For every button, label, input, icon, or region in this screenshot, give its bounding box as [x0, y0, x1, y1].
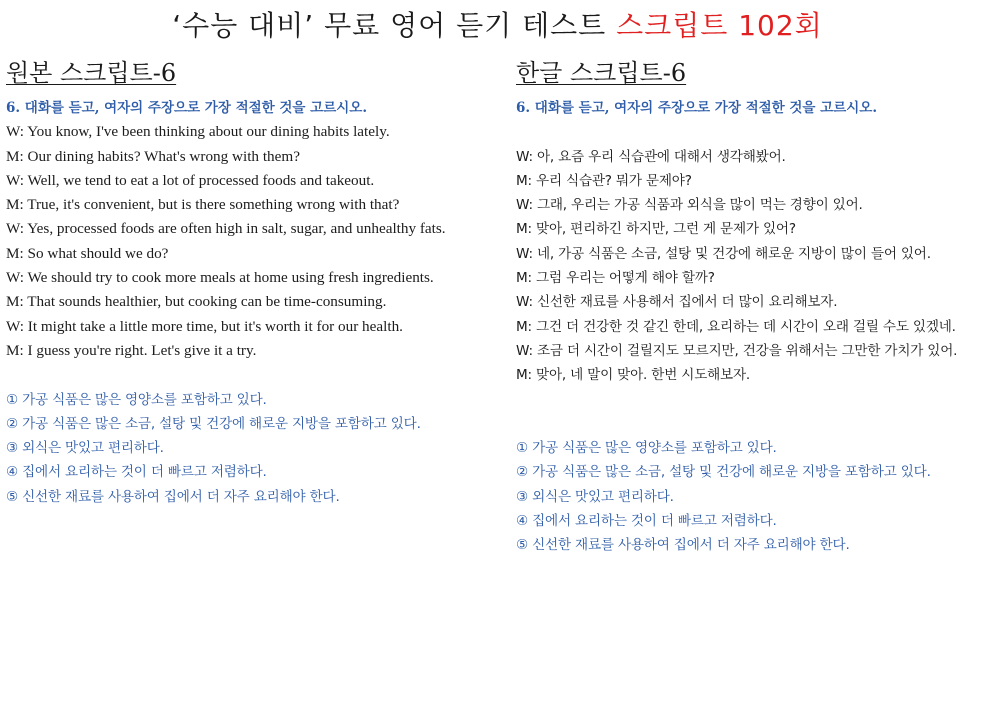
- title-accent: 스크립트 102회: [616, 9, 823, 42]
- answer-option: ④ 집에서 요리하는 것이 더 빠르고 저렴하다.: [6, 464, 267, 481]
- dialogue-line: M: 그럼 우리는 어떻게 해야 할까?: [516, 270, 715, 287]
- page-title: [0, 6, 995, 46]
- answer-option: ② 가공 식품은 많은 소금, 설탕 및 건강에 해로운 지방을 포함하고 있다.: [516, 464, 931, 481]
- dialogue-line: M: So what should we do?: [6, 244, 169, 262]
- original-script-heading: 원본 스크립트-6: [6, 59, 177, 87]
- answer-option: ④ 집에서 요리하는 것이 더 빠르고 저렴하다.: [516, 513, 777, 530]
- dialogue-line: W: You know, I've been thinking about our dining habits lately.: [6, 123, 390, 141]
- original-question: 6. 대화를 듣고, 여자의 주장으로 가장 적절한 것을 고르시오.: [6, 100, 368, 116]
- korean-script-heading: 한글 스크립트-6: [516, 59, 687, 87]
- dialogue-line: W: 신선한 재료를 사용해서 집에서 더 많이 요리해보자.: [516, 294, 838, 311]
- answer-option: ② 가공 식품은 많은 소금, 설탕 및 건강에 해로운 지방을 포함하고 있다.: [6, 415, 421, 432]
- answer-option: ③ 외식은 맛있고 편리하다.: [516, 488, 674, 505]
- answer-option: ① 가공 식품은 많은 영양소를 포함하고 있다.: [6, 391, 267, 408]
- dialogue-line: M: 그건 더 건강한 것 같긴 한데, 요리하는 데 시간이 오래 걸릴 수도 있겠네.: [516, 318, 956, 335]
- dialogue-line: W: Well, we tend to eat a lot of processed foods and takeout.: [6, 171, 375, 189]
- dialogue-line: M: 맞아, 편리하긴 하지만, 그런 게 문제가 있어?: [516, 221, 796, 238]
- dialogue-line: M: Our dining habits? What's wrong with them?: [6, 147, 300, 165]
- dialogue-line: W: 네, 가공 식품은 소금, 설탕 및 건강에 해로운 지방이 많이 들어 있어.: [516, 245, 931, 262]
- answer-option: ① 가공 식품은 많은 영양소를 포함하고 있다.: [516, 440, 777, 457]
- dialogue-line: W: Yes, processed foods are often high in salt, sugar, and unhealthy fats.: [6, 220, 446, 238]
- answer-option: ⑤ 신선한 재료를 사용하여 집에서 더 자주 요리해야 한다.: [6, 488, 340, 505]
- dialogue-line: W: It might take a little more time, but it's worth it for our health.: [6, 317, 403, 335]
- dialogue-line: M: I guess you're right. Let's give it a try.: [6, 341, 257, 359]
- original-script-column: [6, 58, 478, 509]
- korean-question: 6. 대화를 듣고, 여자의 주장으로 가장 적절한 것을 고르시오.: [516, 100, 878, 116]
- korean-script-column: [516, 58, 989, 558]
- dialogue-line: M: True, it's convenient, but is there something wrong with that?: [6, 196, 400, 214]
- dialogue-line: M: 맞아, 네 말이 맞아. 한번 시도해보자.: [516, 367, 751, 384]
- korean-dialogue: [516, 145, 989, 388]
- original-answer-options: [6, 388, 478, 509]
- title-text: ‘수능 대비’ 무료 영어 듣기 테스트: [172, 9, 617, 42]
- original-dialogue: [6, 120, 478, 363]
- dialogue-line: W: 조금 더 시간이 걸릴지도 모르지만, 건강을 위해서는 그만한 가치가 있어.: [516, 342, 958, 359]
- korean-answer-options: [516, 436, 989, 557]
- answer-option: ③ 외식은 맛있고 편리하다.: [6, 440, 164, 457]
- dialogue-line: M: 우리 식습관? 뭐가 문제야?: [516, 172, 692, 189]
- dialogue-line: W: We should try to cook more meals at home using fresh ingredients.: [6, 269, 434, 287]
- dialogue-line: W: 그래, 우리는 가공 식품과 외식을 많이 먹는 경향이 있어.: [516, 197, 863, 214]
- answer-option: ⑤ 신선한 재료를 사용하여 집에서 더 자주 요리해야 한다.: [516, 537, 850, 554]
- dialogue-line: M: That sounds healthier, but cooking can be time-consuming.: [6, 293, 387, 311]
- dialogue-line: W: 아, 요즘 우리 식습관에 대해서 생각해봤어.: [516, 148, 786, 165]
